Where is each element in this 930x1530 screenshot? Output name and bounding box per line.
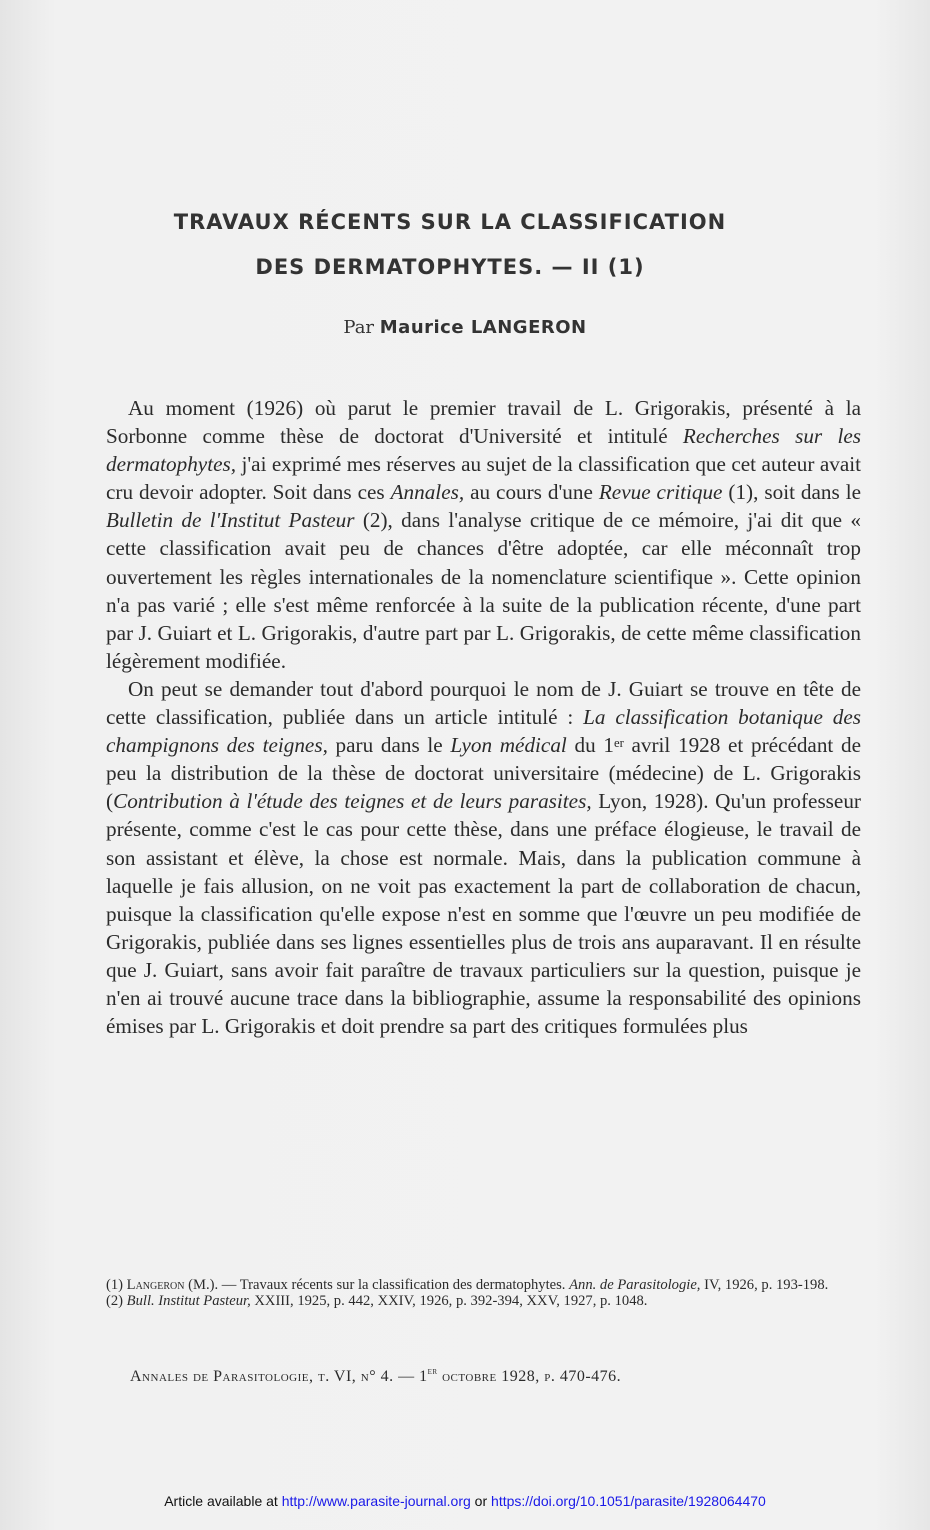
text-run: Article available at bbox=[164, 1493, 282, 1509]
author-prefix: Par bbox=[343, 317, 375, 338]
footnote-1 bbox=[106, 1278, 864, 1294]
ordinal-superscript: er bbox=[613, 736, 624, 751]
text-run: (1), soit dans le bbox=[722, 480, 861, 505]
text-run: Au moment (1926) où parut le premier travail de L. Grigorakis, présenté à la Sorbonne comme thèse de doctorat d'Université et intitulé bbox=[106, 396, 861, 449]
italic-title: Annales, bbox=[390, 480, 465, 505]
text-run: (2) bbox=[106, 1292, 127, 1309]
body-text bbox=[106, 394, 861, 1040]
text-run: au cours d'une bbox=[464, 480, 599, 505]
text-run: du 1 bbox=[566, 733, 614, 758]
article-title-line-2: DES DERMATOPHYTES. — II (1) bbox=[255, 255, 645, 279]
italic-title: Bull. Institut Pasteur, bbox=[126, 1292, 251, 1309]
italic-title: Bulletin de l'Institut Pasteur bbox=[106, 508, 355, 533]
footnotes bbox=[106, 1278, 864, 1309]
footnote-2 bbox=[106, 1294, 864, 1310]
running-footer bbox=[130, 1368, 830, 1386]
text-run: (2), dans l'analyse critique de ce mémoire, j'ai dit que « cette classification avait peu de chances d'être adoptée, car elle méconnaît trop ouvertement les règles internationales de la nomenclature scientifique ». Cette opinion n'a pas varié ; elle s'est même renforcée à la suite de la publication récente, d'une part par J. Guiart et L. Grigorakis, d'autre part par L. Grigorakis, de cette même classification légèrement modifiée. bbox=[106, 508, 861, 673]
ordinal-superscript: er bbox=[427, 1366, 438, 1377]
italic-title: Contribution à l'étude des teignes et de leurs parasites, bbox=[113, 789, 592, 814]
text-run: XXIII, 1925, p. 442, XXIV, 1926, p. 392-394, XXV, 1927, p. 1048. bbox=[250, 1292, 648, 1309]
text-run: (1) bbox=[106, 1277, 127, 1293]
text-run: or bbox=[470, 1493, 492, 1509]
text-run: IV, 1926, p. 193-198. bbox=[700, 1277, 829, 1293]
text-run: t. VI, n° 4. — 1 bbox=[313, 1368, 428, 1385]
author-smallcaps: Langeron bbox=[126, 1277, 185, 1293]
text-run: j'ai exprimé mes réserves au sujet de la classification que cet auteur avait cru devoir adopter. Soit dans ces bbox=[106, 452, 861, 505]
italic-title: La classification botanique des champignons des teignes, bbox=[106, 705, 861, 758]
italic-title: Revue critique bbox=[598, 480, 723, 505]
italic-title: Ann. de Parasitologie, bbox=[569, 1277, 701, 1293]
author-line bbox=[0, 317, 930, 338]
italic-title: Lyon médical bbox=[450, 733, 567, 758]
paragraph-1 bbox=[106, 394, 861, 675]
doi-link[interactable]: https://doi.org/10.1051/parasite/1928064470 bbox=[491, 1493, 766, 1509]
journal-name: Annales de Parasitologie, bbox=[130, 1368, 314, 1385]
text-run: Lyon, 1928). Qu'un professeur présente, comme c'est le cas pour cette thèse, dans une préface élogieuse, le travail de son assistant et élève, la chose est normale. Mais, dans la publication commune à laquelle je fais allusion, on ne voit pas exactement la part de collaboration de chacun, puisque la classification qu'elle expose n'est en somme que l'œuvre un peu modifiée de Grigorakis, publiée dans ses lignes essentielles plus de trois ans auparavant. Il en résulte que J. Guiart, sans avoir fait paraître de travaux particuliers sur la question, puisque je n'en ai trouvé aucune trace dans la bibliographie, assume la responsabilité des opinions émises par L. Grigorakis et doit prendre sa part des critiques formulées plus bbox=[106, 789, 861, 1039]
text-run: avril 1928 et précédant de peu la distribution de la thèse de doctorat universitaire (médecine) de L. Grigorakis ( bbox=[106, 733, 861, 814]
text-run: On peut se demander tout d'abord pourquoi le nom de J. Guiart se trouve en tête de cette classification, publiée dans un article intitulé : bbox=[106, 676, 861, 730]
text-run: (M.). — Travaux récents sur la classification des dermatophytes. bbox=[184, 1277, 570, 1293]
text-run: paru dans le bbox=[327, 733, 451, 758]
text-run: octobre 1928, p. 470-476. bbox=[437, 1368, 622, 1385]
paragraph-2 bbox=[106, 675, 861, 1040]
article-title-line-1: TRAVAUX RÉCENTS SUR LA CLASSIFICATION bbox=[173, 210, 727, 234]
article-availability-footer bbox=[0, 1493, 930, 1509]
italic-title: Recherches sur les dermatophytes, bbox=[106, 424, 861, 477]
journal-link[interactable]: http://www.parasite-journal.org bbox=[281, 1493, 471, 1509]
author-name: Maurice LANGERON bbox=[379, 317, 587, 338]
